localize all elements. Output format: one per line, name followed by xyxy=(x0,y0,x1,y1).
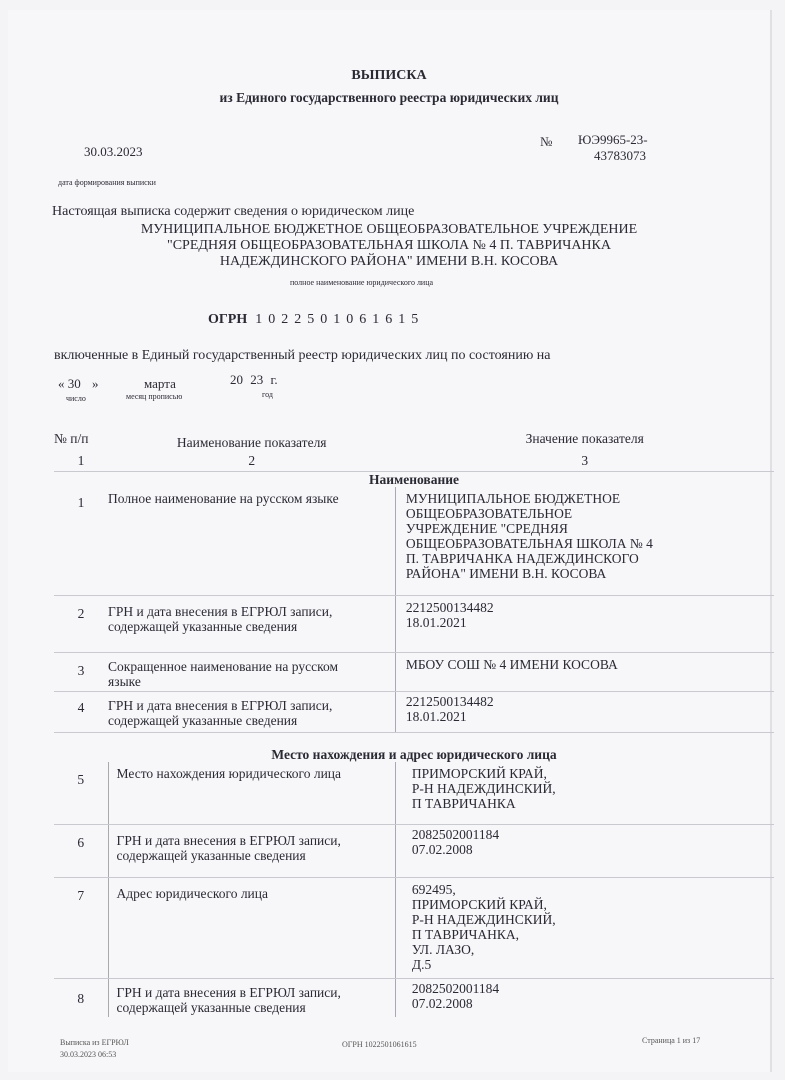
extract-date: 30.03.2023 xyxy=(84,144,143,159)
row-value-line: МБОУ СОШ № 4 ИМЕНИ КОСОВА xyxy=(405,657,618,672)
row-label-line: содержащей указанные сведения xyxy=(116,1000,306,1015)
row-label xyxy=(108,653,395,692)
row-number: 4 xyxy=(54,692,108,733)
state-day-caption: число xyxy=(66,394,86,403)
section-title-name: Наименование xyxy=(369,472,459,487)
extract-number-sign: № xyxy=(540,134,553,149)
row-value xyxy=(395,825,774,878)
extract-number-line1: ЮЭ9965-23- xyxy=(578,132,648,147)
row-number: 1 xyxy=(54,487,108,596)
document-title: ВЫПИСКА xyxy=(351,68,427,83)
state-year-suffix: 23 xyxy=(250,372,264,387)
row-label xyxy=(108,878,395,979)
row-value-line: 18.01.2021 xyxy=(405,615,467,630)
row-value-line: ПРИМОРСКИЙ КРАЙ, xyxy=(411,897,547,912)
row-label xyxy=(108,825,395,878)
row-value xyxy=(395,653,774,692)
ogrn-label: ОГРН xyxy=(208,312,248,327)
intro-text: Настоящая выписка содержит сведения о юридическом лице xyxy=(52,204,415,219)
row-label-line: Сокращенное наименование на русском xyxy=(108,659,338,674)
row-value-line: 692495, xyxy=(411,882,456,897)
row-value-line: УЛ. ЛАЗО, xyxy=(411,942,475,957)
state-text: включенные в Единый государственный реестр юридических лиц по состоянию на xyxy=(54,348,551,363)
row-value xyxy=(395,979,774,1018)
row-value-line: Р-Н НАДЕЖДИНСКИЙ, xyxy=(411,781,556,796)
table-row xyxy=(54,979,774,1018)
entity-full-name-line: МУНИЦИПАЛЬНОЕ БЮДЖЕТНОЕ ОБЩЕОБРАЗОВАТЕЛЬНОЕ УЧРЕЖДЕНИЕ xyxy=(140,222,638,237)
header-number: № п/п xyxy=(54,431,89,446)
row-value xyxy=(395,487,774,596)
row-number: 6 xyxy=(54,825,108,878)
state-month: марта xyxy=(144,376,176,391)
table-row xyxy=(54,653,774,692)
header-number-index: 1 xyxy=(54,453,108,472)
row-value-line: ОБЩЕОБРАЗОВАТЕЛЬНОЕ xyxy=(405,506,573,521)
row-value-line: П. ТАВРИЧАНКА НАДЕЖДИНСКОГО xyxy=(405,551,639,566)
table-header-numbers-row xyxy=(54,453,774,472)
row-number: 3 xyxy=(54,653,108,692)
row-label-line: Полное наименование на русском языке xyxy=(108,491,339,506)
row-label-line: содержащей указанные сведения xyxy=(108,619,298,634)
row-value-line: 2212500134482 xyxy=(405,694,494,709)
extract-number-line2: 43783073 xyxy=(594,148,646,163)
header-indicator-index: 2 xyxy=(108,453,395,472)
entity-full-name xyxy=(8,222,770,270)
state-day-open: « xyxy=(58,376,65,391)
row-value xyxy=(395,878,774,979)
row-label xyxy=(108,487,395,596)
row-value-line: МУНИЦИПАЛЬНОЕ БЮДЖЕТНОЕ xyxy=(405,491,621,506)
table-row xyxy=(54,596,774,653)
row-value-line: 2212500134482 xyxy=(405,600,494,615)
section-title-address: Место нахождения и адрес юридического лица xyxy=(271,747,557,762)
header-value: Значение показателя xyxy=(525,431,644,446)
row-label-line: ГРН и дата внесения в ЕГРЮЛ записи, xyxy=(116,985,341,1000)
row-value-line: П ТАВРИЧАНКА, xyxy=(411,927,520,942)
row-value-line: Д.5 xyxy=(411,957,432,972)
table-row xyxy=(54,487,774,596)
row-value-line: 07.02.2008 xyxy=(411,996,473,1011)
row-value xyxy=(395,596,774,653)
row-label-line: ГРН и дата внесения в ЕГРЮЛ записи, xyxy=(108,698,333,713)
state-day-value: 30 xyxy=(67,376,81,391)
row-number: 2 xyxy=(54,596,108,653)
extract-date-caption: дата формирования выписки xyxy=(58,178,156,187)
table-header-row xyxy=(54,431,774,453)
footer-page-number: Страница 1 из 17 xyxy=(642,1036,701,1045)
table-row xyxy=(54,825,774,878)
table-row xyxy=(54,762,774,825)
state-year xyxy=(230,372,278,388)
row-value-line: РАЙОНА" ИМЕНИ В.Н. КОСОВА xyxy=(405,566,607,581)
footer-left-line1: Выписка из ЕГРЮЛ xyxy=(60,1038,129,1047)
register-table xyxy=(54,431,774,1017)
state-day xyxy=(58,376,99,392)
row-label-line: содержащей указанные сведения xyxy=(108,713,298,728)
state-year-unit: г. xyxy=(270,372,278,387)
document-subtitle: из Единого государственного реестра юридических лиц xyxy=(219,90,559,105)
row-label-line: языке xyxy=(108,674,141,689)
row-value-line: 2082502001184 xyxy=(411,827,500,842)
row-number: 7 xyxy=(54,878,108,979)
row-value xyxy=(395,692,774,733)
ogrn-row xyxy=(208,312,424,328)
row-label xyxy=(108,692,395,733)
row-value-line: Р-Н НАДЕЖДИНСКИЙ, xyxy=(411,912,556,927)
footer-left-line2: 30.03.2023 06:53 xyxy=(60,1050,117,1059)
ogrn-value: 1022501061615 xyxy=(255,312,425,327)
row-value-line: ОБЩЕОБРАЗОВАТЕЛЬНАЯ ШКОЛА № 4 xyxy=(405,536,653,551)
row-value-line: ПРИМОРСКИЙ КРАЙ, xyxy=(411,766,547,781)
row-label-line: ГРН и дата внесения в ЕГРЮЛ записи, xyxy=(116,833,341,848)
table-row xyxy=(54,878,774,979)
row-label-line: ГРН и дата внесения в ЕГРЮЛ записи, xyxy=(108,604,333,619)
row-number: 5 xyxy=(54,762,108,825)
row-label xyxy=(108,762,395,825)
document-page xyxy=(8,10,770,1072)
row-label xyxy=(108,596,395,653)
entity-full-name-line: НАДЕЖДИНСКОГО РАЙОНА" ИМЕНИ В.Н. КОСОВА xyxy=(219,254,559,269)
state-year-prefix: 20 xyxy=(230,372,243,387)
row-value-line: 2082502001184 xyxy=(411,981,500,996)
table-row xyxy=(54,692,774,733)
row-label-line: Адрес юридического лица xyxy=(116,886,268,901)
row-number: 8 xyxy=(77,991,85,1006)
entity-full-name-line: "СРЕДНЯЯ ОБЩЕОБРАЗОВАТЕЛЬНАЯ ШКОЛА № 4 П. ТАВРИЧАНКА xyxy=(167,238,611,253)
state-month-caption: месяц прописью xyxy=(126,392,183,401)
row-value xyxy=(395,762,774,825)
footer-center: ОГРН 1022501061615 xyxy=(342,1040,417,1049)
section-row-address xyxy=(54,733,774,763)
row-label-line: содержащей указанные сведения xyxy=(116,848,306,863)
row-label xyxy=(108,979,395,1018)
section-row-name xyxy=(54,472,774,488)
state-year-caption: год xyxy=(262,390,273,399)
row-label-line: Место нахождения юридического лица xyxy=(116,766,342,781)
entity-full-name-caption: полное наименование юридического лица xyxy=(290,278,434,287)
state-day-close: » xyxy=(92,376,99,391)
row-value-line: 07.02.2008 xyxy=(411,842,473,857)
row-value-line: П ТАВРИЧАНКА xyxy=(411,796,516,811)
row-value-line: 18.01.2021 xyxy=(405,709,467,724)
row-value-line: УЧРЕЖДЕНИЕ "СРЕДНЯЯ xyxy=(405,521,568,536)
header-indicator: Наименование показателя xyxy=(176,435,327,450)
header-value-index: 3 xyxy=(395,453,774,472)
